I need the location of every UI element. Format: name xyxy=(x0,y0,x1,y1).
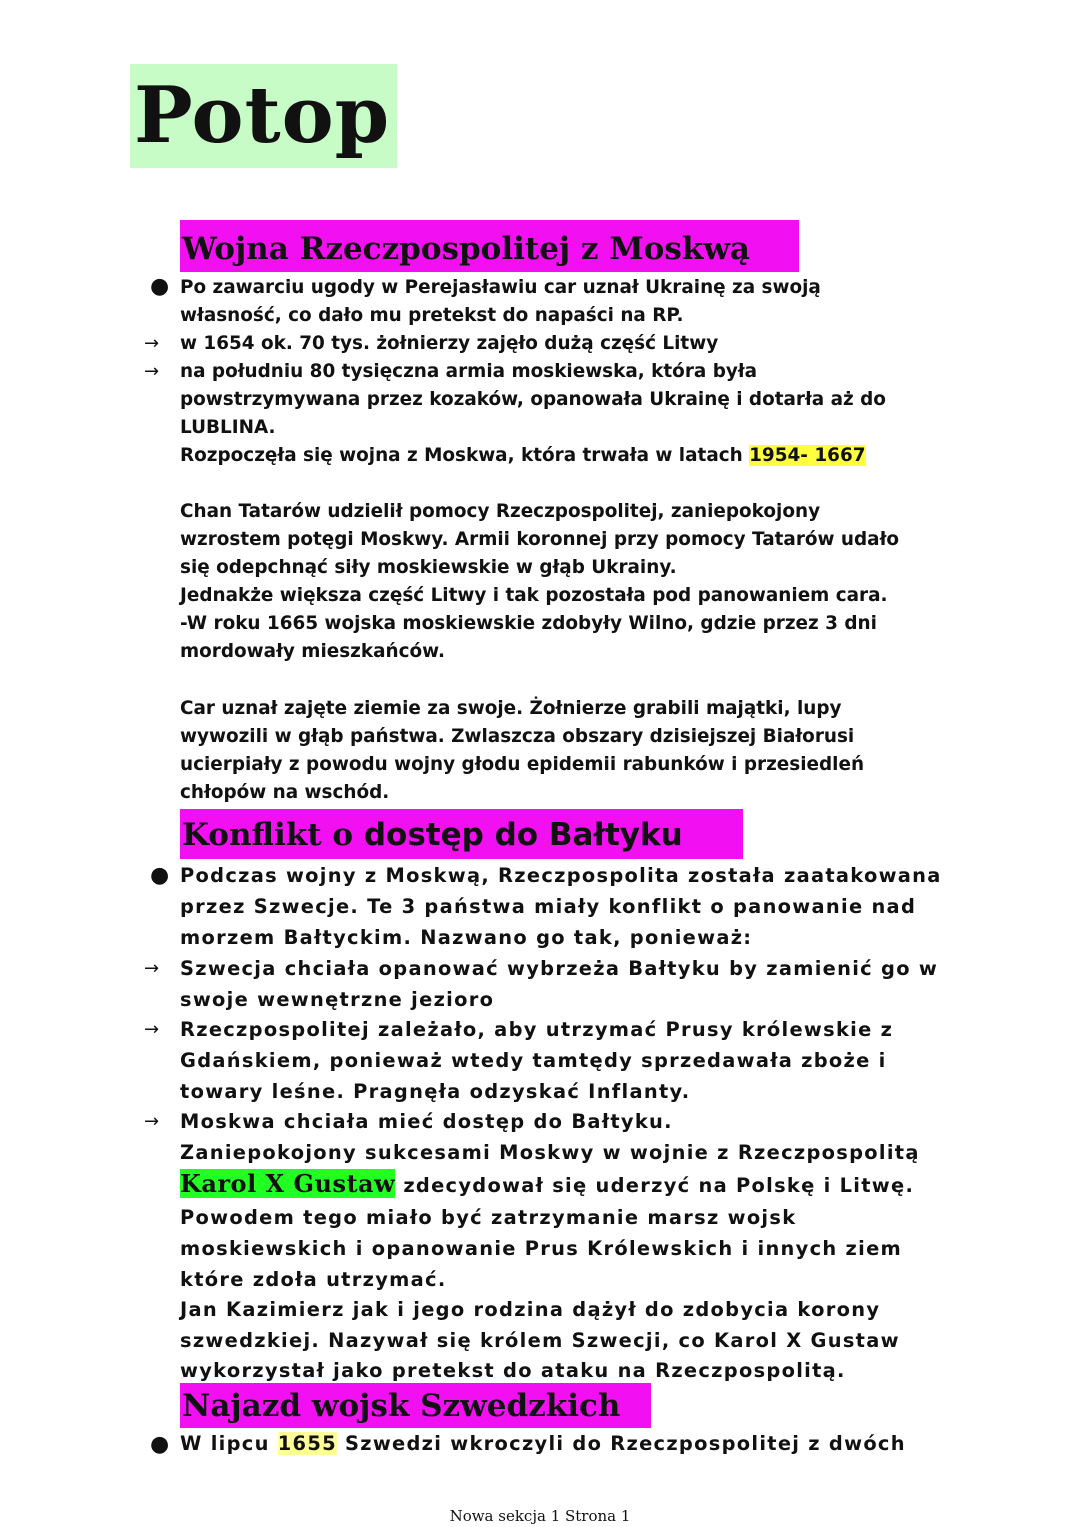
section-heading-baltic-conflict xyxy=(180,809,743,859)
text-line: Jednakże większa część Litwy i tak pozostała pod panowaniem cara. xyxy=(180,585,888,606)
text-line: towary leśne. Pragnęła odzyskać Inflanty. xyxy=(180,1080,691,1103)
text-line: Powodem tego miało być zatrzymanie marsz wojsk xyxy=(180,1206,797,1229)
text-line: wzrostem potęgi Moskwy. Armii koronnej przy pomocy Tatarów udało xyxy=(180,529,900,550)
highlighted-years: 1954- 1667 xyxy=(749,445,866,466)
bullet-marker: ● xyxy=(150,863,170,888)
text-line: Moskwa chciała mieć dostęp do Bałtyku. xyxy=(180,1110,673,1133)
text-segment: Rozpoczęła się wojna z Moskwa, która trwała w latach xyxy=(180,445,750,466)
text-line: Car uznał zajęte ziemie za swoje. Żołnierze grabili majątki, lupy xyxy=(180,698,842,719)
arrow-marker: → xyxy=(144,333,160,354)
text-line: mordowały mieszkańców. xyxy=(180,641,445,662)
text-line: wykorzystał jako pretekst do ataku na Rzeczpospolitą. xyxy=(180,1359,846,1382)
text-line: Po zawarciu ugody w Perejasławiu car uznał Ukrainę za swoją xyxy=(180,277,821,298)
text-line: LUBLINA. xyxy=(180,417,276,438)
text-line: Szwecja chciała opanować wybrzeża Bałtyku by zamienić go w xyxy=(180,957,939,980)
text-line: na południu 80 tysięczna armia moskiewska, która była xyxy=(180,361,758,382)
text-line: Podczas wojny z Moskwą, Rzeczpospolita została zaatakowana xyxy=(180,864,942,887)
arrow-marker: → xyxy=(144,1019,160,1040)
text-line: chłopów na wschód. xyxy=(180,782,390,803)
heading-part: Konflikt o xyxy=(182,817,354,853)
text-line: w 1654 ok. 70 tys. żołnierzy zajęło dużą część Litwy xyxy=(180,333,719,354)
text-line xyxy=(180,1168,914,1201)
text-line: morzem Bałtyckim. Nazwano go tak, ponieważ: xyxy=(180,926,753,949)
text-line: szwedzkiej. Nazywał się królem Szwecji, co Karol X Gustaw xyxy=(180,1329,900,1352)
arrow-marker: → xyxy=(144,1111,160,1132)
text-line: ucierpiały z powodu wojny głodu epidemii rabunków i przesiedleń xyxy=(180,754,865,775)
highlighted-year: 1655 xyxy=(277,1432,337,1455)
text-line xyxy=(180,1428,906,1459)
text-segment: zdecydował się uderzyć na Polskę i Litwę. xyxy=(395,1174,915,1197)
text-segment: W lipcu xyxy=(180,1432,278,1455)
text-line xyxy=(180,442,866,470)
text-line: Gdańskiem, ponieważ wtedy tamtędy sprzedawała zboże i xyxy=(180,1049,887,1072)
text-line: przez Szwecje. Te 3 państwa miały konflikt o panowanie nad xyxy=(180,895,917,918)
text-line: Rzeczpospolitej zależało, aby utrzymać Prusy królewskie z xyxy=(180,1018,894,1041)
text-line: powstrzymywana przez kozaków, opanowała Ukrainę i dotarła aż do xyxy=(180,389,886,410)
bullet-marker: ● xyxy=(150,274,170,299)
section-heading-swedish-invasion: Najazd wojsk Szwedzkich xyxy=(180,1383,651,1428)
highlighted-name: Karol X Gustaw xyxy=(180,1169,396,1198)
text-line: które zdoła utrzymać. xyxy=(180,1268,447,1291)
text-segment: Szwedzi wkroczyli do Rzeczpospolitej z dwóch xyxy=(336,1432,906,1455)
text-line: -W roku 1665 wojska moskiewskie zdobyły Wilno, gdzie przez 3 dni xyxy=(180,613,877,634)
text-line: swoje wewnętrzne jezioro xyxy=(180,988,495,1011)
text-line: Jan Kazimierz jak i jego rodzina dążył do zdobycia korony xyxy=(180,1298,881,1321)
page-footer: Nowa sekcja 1 Strona 1 xyxy=(449,1507,631,1525)
page-title: Potop xyxy=(130,64,397,168)
bullet-marker: ● xyxy=(150,1432,170,1457)
arrow-marker: → xyxy=(144,958,160,979)
text-line: własność, co dało mu pretekst do napaści na RP. xyxy=(180,305,684,326)
heading-part: dostęp do Bałtyku xyxy=(353,817,683,853)
text-line: się odepchnąć siły moskiewskie w głąb Ukrainy. xyxy=(180,557,677,578)
text-line: wywozili w głąb państwa. Zwlaszcza obszary dzisiejszej Białorusi xyxy=(180,726,855,747)
text-line: Zaniepokojony sukcesami Moskwy w wojnie z Rzeczpospolitą xyxy=(180,1141,920,1164)
text-line: moskiewskich i opanowanie Prus Królewskich i innych ziem xyxy=(180,1237,903,1260)
section-heading-war-with-moscow: Wojna Rzeczpospolitej z Moskwą xyxy=(180,220,799,272)
arrow-marker: → xyxy=(144,361,160,382)
text-line: Chan Tatarów udzielił pomocy Rzeczpospolitej, zaniepokojony xyxy=(180,501,821,522)
